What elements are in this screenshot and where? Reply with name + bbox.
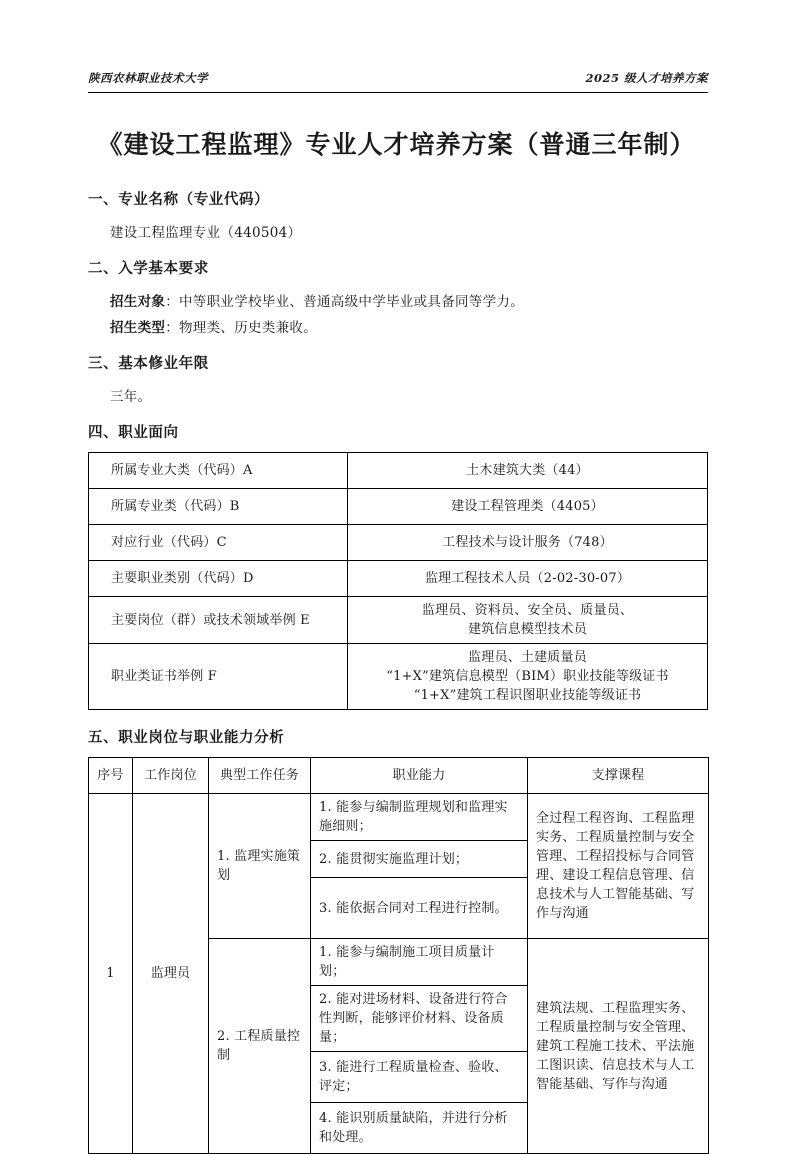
task-name-1: 1. 监理实施策划 [209,794,311,939]
career-value-e-line1: 监理员、资料员、安全员、质量员、 [421,603,634,618]
support-course-1: 全过程工程咨询、工程监理实务、工程质量控制与安全管理、工程招投标与合同管理、建设工程信息管理、信息技术与人工智能基础、写作与沟通 [528,794,709,939]
section-heading-2: 二、入学基本要求 [88,260,209,277]
spacer [88,407,708,423]
spacer [88,210,708,223]
section-heading-5: 五、职业岗位与职业能力分析 [88,729,285,746]
career-label-d: 主要职业类别（代码）D [89,561,348,597]
spacer [88,374,708,387]
running-header-left: 陕西农林职业技术大学 [88,71,208,85]
capability-item: 4. 能识别质量缺陷，并进行分析和处理。 [311,1103,528,1154]
career-value-f [348,644,708,710]
running-header-right: 2025 级人才培养方案 [585,71,708,85]
career-value-f-line2: “1+X”建筑信息模型（BIM）职业技能等级证书 [386,669,669,684]
admission-type-value: ：物理类、历史类兼收。 [165,320,318,336]
col-header-no: 序号 [89,758,133,794]
ability-analysis-table [88,757,709,1154]
spacer [88,279,708,292]
capability-item: 2. 能贯彻实施监理计划； [311,841,528,878]
career-label-e: 主要岗位（群）或技术领域举例 E [89,597,348,644]
capability-item: 1. 能参与编制监理规划和监理实施细则； [311,794,528,841]
section-heading-3: 三、基本修业年限 [88,355,209,372]
task-name-2: 2. 工程质量控制 [209,939,311,1154]
col-header-post: 工作岗位 [133,758,209,794]
col-header-course: 支撑课程 [528,758,709,794]
section-heading-1: 一、专业名称（专业代码） [88,191,270,208]
section-3-body: 三年。 [110,389,152,405]
admission-target-label: 招生对象 [110,294,166,310]
admission-type-line [88,318,708,338]
table-row [89,453,708,489]
capability-item: 3. 能进行工程质量检查、验收、评定； [311,1052,528,1103]
admission-target-line [88,292,708,312]
admission-target-value: ：中等职业学校毕业、普通高级中学毕业或具备同等学力。 [165,294,525,310]
running-header-rule [88,92,708,93]
row-index: 1 [89,794,133,1154]
admission-type-label: 招生类型 [110,320,166,336]
table-row [89,525,708,561]
career-value-a: 土木建筑大类（44） [348,453,708,489]
career-orientation-table [88,452,708,710]
career-value-f-line3: “1+X”建筑工程识图职业技能等级证书 [413,688,642,703]
support-course-2: 建筑法规、工程监理实务、工程质量控制与安全管理、建筑工程施工技术、平法施工图识读、信息技术与人工智能基础、写作与沟通 [528,939,709,1154]
career-label-c: 对应行业（代码）C [89,525,348,561]
job-post: 监理员 [133,794,209,1154]
capability-item: 2. 能对进场材料、设备进行符合性判断，能够评价材料、设备质量； [311,986,528,1052]
career-value-b: 建设工程管理类（4405） [348,489,708,525]
career-label-b: 所属专业类（代码）B [89,489,348,525]
table-row [89,794,709,841]
table-row [89,561,708,597]
spacer [88,243,708,259]
spacer [88,710,708,728]
career-label-f: 职业类证书举例 F [89,644,348,710]
career-value-d: 监理工程技术人员（2-02-30-07） [348,561,708,597]
running-header [88,70,708,86]
capability-item: 3. 能依据合同对工程进行控制。 [311,878,528,939]
spacer [88,338,708,354]
table-row [89,489,708,525]
page-title: 《建设工程监理》专业人才培养方案（普通三年制） [97,130,696,159]
table-row [89,597,708,644]
career-value-e [348,597,708,644]
col-header-task: 典型工作任务 [209,758,311,794]
capability-item: 1. 能参与编制施工项目质量计划； [311,939,528,986]
section-1-body: 建设工程监理专业（440504） [110,225,302,241]
document-body [88,190,708,1154]
career-value-e-line2: 建筑信息模型技术员 [468,622,587,637]
career-value-c: 工程技术与设计服务（748） [348,525,708,561]
table-header-row [89,758,709,794]
table-row [89,644,708,710]
col-header-capability: 职业能力 [311,758,528,794]
career-value-f-line1: 监理员、土建质量员 [468,650,587,665]
career-label-a: 所属专业大类（代码）A [89,453,348,489]
section-heading-4: 四、职业面向 [88,424,179,441]
